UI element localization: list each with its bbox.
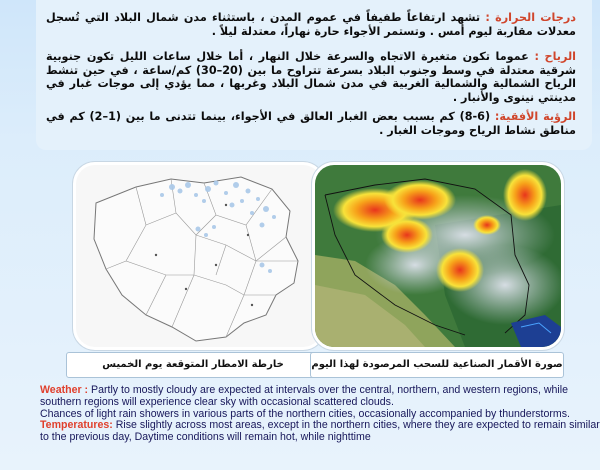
visibility-paragraph-ar <box>46 110 576 137</box>
rain-map-graphic <box>76 165 322 347</box>
rain-forecast-map <box>73 162 325 350</box>
temperatures-label-en: Temperatures: <box>40 419 113 432</box>
wind-text-ar: عموما تكون متغيرة الاتجاه والسرعة خلال النهار ، أما خلال ساعات الليل تكون جنوبية شرقية معتدلة في وسط وجنوب البلاد بسرعة تتراوح ما بين (20–30) كم/ساعة ، في حين تنشط الرياح الشمالية والشمالية الغربية في مدن شمال البلاد وغربها ، مما يؤدي إلى موجات غبار في مدينتي نينوى والأنبار . <box>46 50 576 104</box>
temperature-paragraph-ar <box>46 11 576 38</box>
visibility-text-ar: (6-8) كم بسبب بعض الغبار العالق في الأجواء، بينما تتدنى ما بين (1–2) كم في مناطق نشاط الرياح وموجات الغبار . <box>46 110 576 137</box>
weather-paragraph-en <box>40 385 600 409</box>
weather-label-en: Weather : <box>40 384 89 396</box>
satellite-graphic <box>315 165 561 347</box>
temperatures-paragraph-en <box>40 420 600 444</box>
rain-map-caption: خارطة الامطار المتوقعة يوم الخميس <box>66 352 320 378</box>
weather-text-en: Partly to mostly cloudy are expected at intervals over the central, northern, and western regions, while southern regions will experience clear sky with occasional scattered clouds. <box>40 384 568 408</box>
temperatures-text-en: Rise slightly across most areas, except in the northern cities, where they are expected to remain similar to the previous day, Daytime conditions will remain hot, while nighttime <box>40 419 600 444</box>
english-forecast <box>40 385 600 470</box>
wind-label-ar: الرياح : <box>534 50 576 63</box>
arabic-forecast-panel <box>36 0 592 150</box>
temperature-text-ar: تشهد ارتفاعاً طفيفاً في عموم المدن ، باستثناء مدن شمال البلاد التي تُسجل معدلات مقاربة ليوم أمس . وتستمر الأجواء حارة نهاراً، معتدلة ليلاً . <box>46 11 576 38</box>
visibility-label-ar: الرؤية الأفقية: <box>494 110 577 123</box>
temperature-label-ar: درجات الحرارة : <box>485 11 576 24</box>
satellite-cloud-image <box>312 162 564 350</box>
wind-paragraph-ar <box>46 50 576 104</box>
satellite-caption: صورة الأقمار الصناعية للسحب المرصودة لهذا اليوم <box>310 352 564 378</box>
weather-text2-en: Chances of light rain showers in various parts of the northern cities, occasionally accompanied by thunderstorms. <box>40 407 570 420</box>
